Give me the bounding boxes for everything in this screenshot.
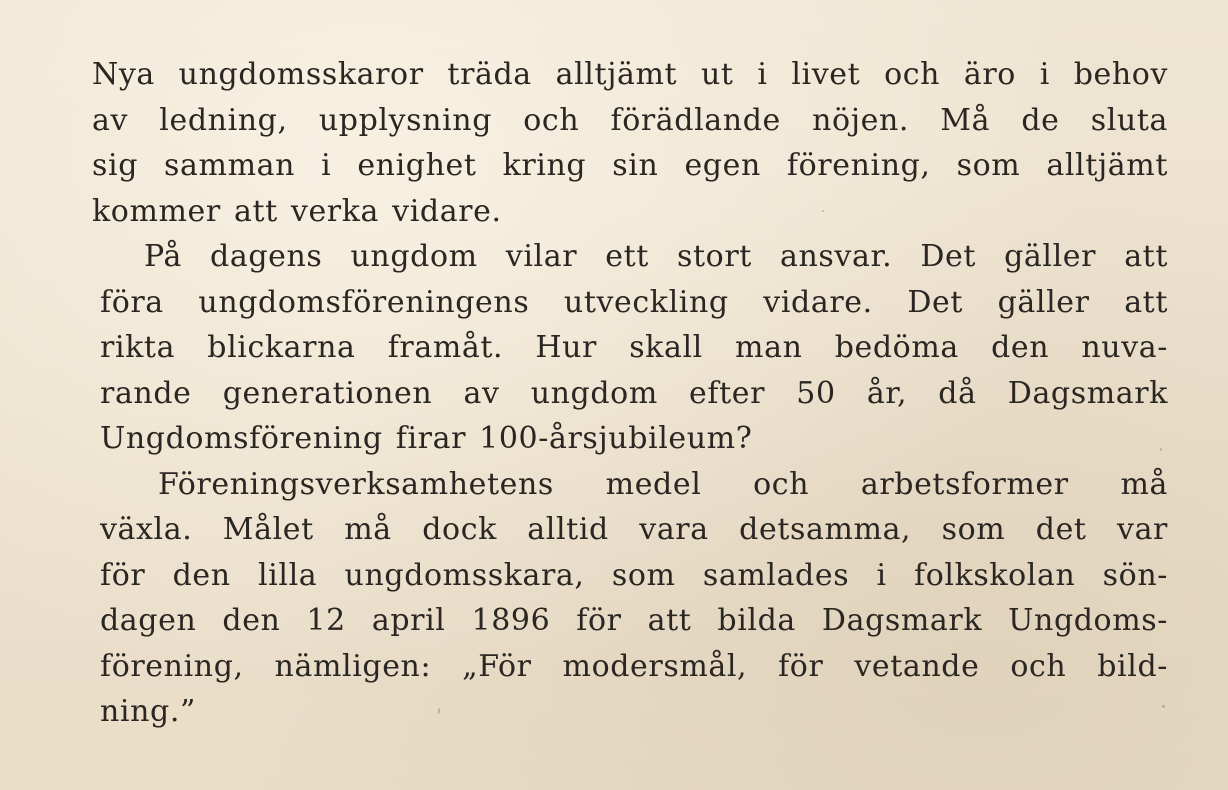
text-line: dagen den 12 april 1896 för att bilda Dagsmark Ungdoms- (100, 603, 1168, 638)
text-line: ning.” (100, 694, 196, 729)
text-line: av ledning, upplysning och förädlande nöjen. Må de sluta (92, 102, 1168, 138)
text-line: Nya ungdomsskaror träda alltjämt ut i livet och äro i behov (92, 57, 1168, 92)
paper-speck (822, 210, 824, 212)
text-line: Föreningsverksamhetens medel och arbetsformer må (158, 466, 1168, 502)
text-line: förening, nämligen: „För modersmål, för vetande och bild- (100, 648, 1168, 684)
text-line: Ungdomsförening firar 100-årsjubileum? (100, 421, 753, 456)
paragraph-1 (88, 52, 1168, 234)
text-line: sig samman i enighet kring sin egen förening, som alltjämt (92, 148, 1168, 183)
text-line: föra ungdomsföreningens utveckling vidare. Det gäller att (100, 284, 1168, 320)
text-line: växla. Målet må dock alltid vara detsamma, som det var (100, 512, 1168, 547)
paper-speck (1160, 448, 1162, 451)
paper-speck (1162, 705, 1165, 708)
text-line: rikta blickarna framåt. Hur skall man bedöma den nuva- (100, 330, 1168, 365)
text-line: rande generationen av ungdom efter 50 år, då Dagsmark (100, 375, 1168, 411)
text-line: kommer att verka vidare. (92, 193, 502, 229)
paper-speck (438, 708, 440, 714)
text-line: för den lilla ungdomsskara, som samlades i folkskolan sön- (100, 557, 1168, 593)
paragraph-3 (88, 462, 1168, 735)
text-line: På dagens ungdom vilar ett stort ansvar. Det gäller att (144, 239, 1168, 274)
paragraph-2 (88, 234, 1168, 462)
body-text (88, 52, 1168, 735)
